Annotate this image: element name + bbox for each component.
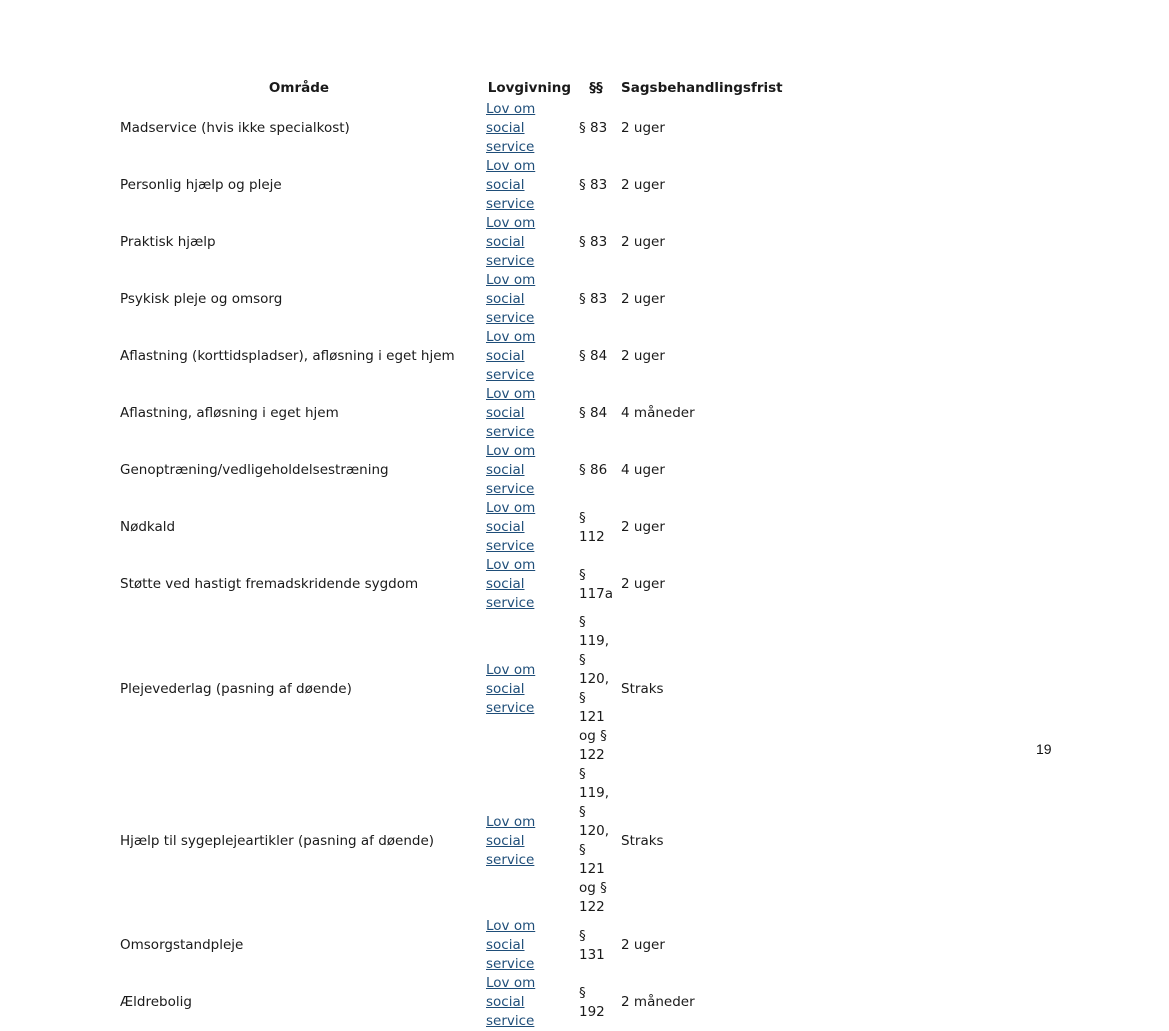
case-processing-table — [116, 79, 787, 1031]
deadline-cell: 2 uger — [621, 291, 665, 307]
header-area: Område — [268, 80, 330, 96]
paragraph-cell: § 83 — [579, 234, 608, 250]
law-link[interactable]: Lov om social service — [486, 813, 536, 868]
area-cell: Psykisk pleje og omsorg — [120, 291, 283, 307]
deadline-cell: 2 uger — [621, 120, 665, 136]
area-cell: Personlig hjælp og pleje — [120, 177, 282, 193]
law-cell — [482, 974, 575, 1031]
paragraph-cell: § 83 — [579, 120, 608, 136]
table-row — [116, 157, 787, 214]
deadline-cell: 2 uger — [621, 576, 665, 592]
area-cell: Nødkald — [120, 519, 176, 535]
area-cell: Støtte ved hastigt fremadskridende sygdom — [120, 576, 419, 592]
deadline-cell: 4 uger — [621, 462, 665, 478]
header-law: Lovgivning — [487, 80, 571, 96]
header-deadline: Sagsbehandlingsfrist — [621, 80, 783, 96]
table-row — [116, 917, 787, 974]
law-link[interactable]: Lov om social service — [486, 918, 536, 972]
deadline-cell: 2 uger — [621, 234, 665, 250]
table-row — [116, 556, 787, 613]
paragraph-cell: § 112 — [579, 509, 605, 545]
law-cell — [482, 214, 575, 271]
law-cell — [482, 556, 575, 613]
table-row — [116, 974, 787, 1031]
area-cell: Aflastning, afløsning i eget hjem — [120, 405, 339, 421]
area-cell: Aflastning (korttidspladser), afløsning i eget hjem — [120, 348, 455, 364]
deadline-cell: 2 uger — [621, 348, 665, 364]
table-row — [116, 214, 787, 271]
area-cell: Ældrebolig — [120, 994, 192, 1010]
deadline-cell: Straks — [621, 680, 664, 697]
law-cell — [482, 442, 575, 499]
law-link[interactable]: Lov om social service — [486, 158, 536, 212]
law-link[interactable]: Lov om social service — [486, 272, 536, 326]
law-cell — [482, 385, 575, 442]
area-cell: Hjælp til sygeplejeartikler (pasning af døende) — [120, 832, 435, 849]
law-cell — [482, 499, 575, 556]
law-link[interactable]: Lov om social service — [486, 557, 536, 611]
table-row — [116, 613, 787, 765]
table-row — [116, 271, 787, 328]
table-row — [116, 328, 787, 385]
paragraph-cell: § 131 — [579, 927, 605, 963]
table-row — [116, 499, 787, 556]
law-link[interactable]: Lov om social service — [486, 329, 536, 383]
law-link[interactable]: Lov om social service — [486, 215, 536, 269]
table-header-row — [116, 79, 787, 100]
deadline-cell: 4 måneder — [621, 405, 695, 421]
law-link[interactable]: Lov om social service — [486, 386, 536, 440]
table-row — [116, 100, 787, 157]
paragraph-cell: § 119, § 120, § 121 og § 122 — [579, 766, 610, 915]
table-row — [116, 442, 787, 499]
law-cell — [482, 328, 575, 385]
deadline-cell: 2 uger — [621, 519, 665, 535]
header-paragraph: §§ — [589, 80, 603, 96]
paragraph-cell: § 119, § 120, § 121 og § 122 — [579, 614, 610, 763]
law-cell — [482, 271, 575, 328]
law-cell — [482, 613, 575, 765]
paragraph-cell: § 84 — [579, 348, 608, 364]
law-cell — [482, 100, 575, 157]
law-link[interactable]: Lov om social service — [486, 443, 536, 497]
paragraph-cell: § 192 — [579, 984, 605, 1020]
law-link[interactable]: Lov om social service — [486, 500, 536, 554]
paragraph-cell: § 84 — [579, 405, 608, 421]
deadline-cell: 2 måneder — [621, 994, 695, 1010]
deadline-cell: 2 uger — [621, 937, 665, 953]
paragraph-cell: § 86 — [579, 462, 608, 478]
law-cell — [482, 765, 575, 917]
law-link[interactable]: Lov om social service — [486, 661, 536, 716]
area-cell: Plejevederlag (pasning af døende) — [120, 680, 352, 697]
table-row — [116, 765, 787, 917]
deadline-cell: Straks — [621, 832, 664, 849]
area-cell: Omsorgstandpleje — [120, 937, 244, 953]
paragraph-cell: § 117a — [579, 566, 614, 602]
area-cell: Praktisk hjælp — [120, 234, 216, 250]
law-cell — [482, 917, 575, 974]
page-number: 19 — [1036, 741, 1052, 757]
paragraph-cell: § 83 — [579, 177, 608, 193]
area-cell: Genoptræning/vedligeholdelsestræning — [120, 462, 389, 478]
paragraph-cell: § 83 — [579, 291, 608, 307]
law-link[interactable]: Lov om social service — [486, 975, 536, 1029]
law-cell — [482, 157, 575, 214]
law-link[interactable]: Lov om social service — [486, 101, 536, 155]
deadline-cell: 2 uger — [621, 177, 665, 193]
table-row — [116, 385, 787, 442]
area-cell: Madservice (hvis ikke specialkost) — [120, 120, 350, 136]
